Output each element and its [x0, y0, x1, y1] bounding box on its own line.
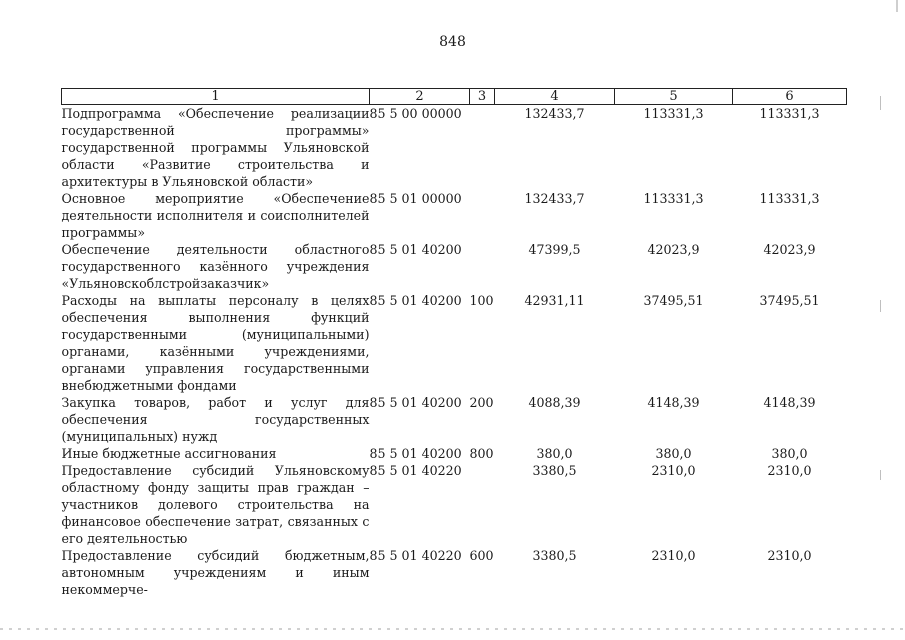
row-value-col4: 4088,39 — [528, 395, 581, 410]
table-row — [62, 445, 847, 462]
row-value-col6: 4148,39 — [763, 395, 816, 410]
row-value-col4: 380,0 — [536, 446, 573, 461]
row-value-col4: 3380,5 — [532, 463, 577, 478]
row-name: Предоставление субсидий Ульяновскому областному фонду защиты прав граждан – участников долевого строительства на финансовое обеспечение затрат, связанных с его деятельностью — [61, 463, 370, 546]
row-name: Закупка товаров, работ и услуг для обеспечения государственных (муниципальных) нужд — [61, 395, 370, 444]
page-number: 848 — [439, 34, 466, 50]
row-expense-type — [470, 462, 495, 547]
row-expense-type — [470, 105, 495, 191]
row-value-col6: 2310,0 — [767, 548, 812, 563]
budget-table — [61, 88, 847, 598]
row-target-article: 85 5 01 40200 — [369, 293, 462, 308]
row-target-article: 85 5 00 00000 — [369, 106, 462, 121]
row-value-col6: 42023,9 — [763, 242, 816, 257]
table-row — [62, 190, 847, 241]
row-value-col5: 380,0 — [655, 446, 692, 461]
row-name: Расходы на выплаты персоналу в целях обеспечения выполнения функций государственными (муниципальными) органами, казёнными учреждениями, органами управления государственными внебюджетными фондами — [61, 293, 370, 393]
column-header-3: 3 — [470, 89, 495, 105]
row-name: Подпрограмма «Обеспечение реализации государственной программы» государственной программы Ульяновской области «Развитие строительства и архитектуры в Ульяновской области» — [61, 106, 370, 189]
row-name: Основное мероприятие «Обеспечение деятельности исполнителя и соисполнителей программы» — [61, 191, 370, 240]
row-expense-type: 800 — [469, 446, 494, 461]
column-header-5: 5 — [615, 89, 733, 105]
row-expense-type: 100 — [469, 293, 494, 308]
row-expense-type: 600 — [469, 548, 494, 563]
row-value-col5: 37495,51 — [643, 293, 704, 308]
row-value-col5: 42023,9 — [647, 242, 700, 257]
row-name: Иные бюджетные ассигнования — [61, 446, 277, 461]
scan-mark — [880, 470, 881, 480]
row-value-col4: 132433,7 — [524, 106, 585, 121]
row-value-col5: 113331,3 — [643, 191, 704, 206]
table-row — [62, 241, 847, 292]
row-value-col4: 132433,7 — [524, 191, 585, 206]
row-value-col5: 113331,3 — [643, 106, 704, 121]
table-row — [62, 462, 847, 547]
row-target-article: 85 5 01 40220 — [369, 548, 462, 563]
table-row — [62, 105, 847, 191]
row-value-col5: 2310,0 — [651, 548, 696, 563]
row-expense-type — [470, 190, 495, 241]
row-expense-type: 200 — [469, 395, 494, 410]
table-row — [62, 292, 847, 394]
row-value-col6: 380,0 — [771, 446, 808, 461]
row-target-article: 85 5 01 40200 — [369, 242, 462, 257]
row-name: Обеспечение деятельности областного государственного казённого учреждения «Ульяновскоблстройзаказчик» — [61, 242, 370, 291]
row-value-col5: 4148,39 — [647, 395, 700, 410]
column-header-6: 6 — [733, 89, 847, 105]
row-name: Предоставление субсидий бюджетным, автономным учреждениям и иным некоммерче- — [61, 548, 370, 597]
column-header-1: 1 — [62, 89, 370, 105]
row-target-article: 85 5 01 40200 — [369, 395, 462, 410]
row-target-article: 85 5 01 40200 — [369, 446, 462, 461]
scan-mark — [896, 0, 898, 12]
scan-mark — [880, 300, 881, 312]
scan-mark — [880, 96, 881, 110]
row-value-col4: 47399,5 — [528, 242, 581, 257]
column-header-4: 4 — [495, 89, 615, 105]
row-value-col5: 2310,0 — [651, 463, 696, 478]
table-header-row — [62, 89, 847, 105]
row-target-article: 85 5 01 00000 — [369, 191, 462, 206]
row-expense-type — [470, 241, 495, 292]
row-value-col4: 3380,5 — [532, 548, 577, 563]
row-value-col6: 113331,3 — [759, 106, 820, 121]
row-value-col4: 42931,11 — [524, 293, 585, 308]
row-target-article: 85 5 01 40220 — [369, 463, 462, 478]
table-row — [62, 394, 847, 445]
table-row — [62, 547, 847, 598]
row-value-col6: 113331,3 — [759, 191, 820, 206]
column-header-2: 2 — [370, 89, 470, 105]
scan-edge — [0, 628, 905, 630]
row-value-col6: 2310,0 — [767, 463, 812, 478]
row-value-col6: 37495,51 — [759, 293, 820, 308]
